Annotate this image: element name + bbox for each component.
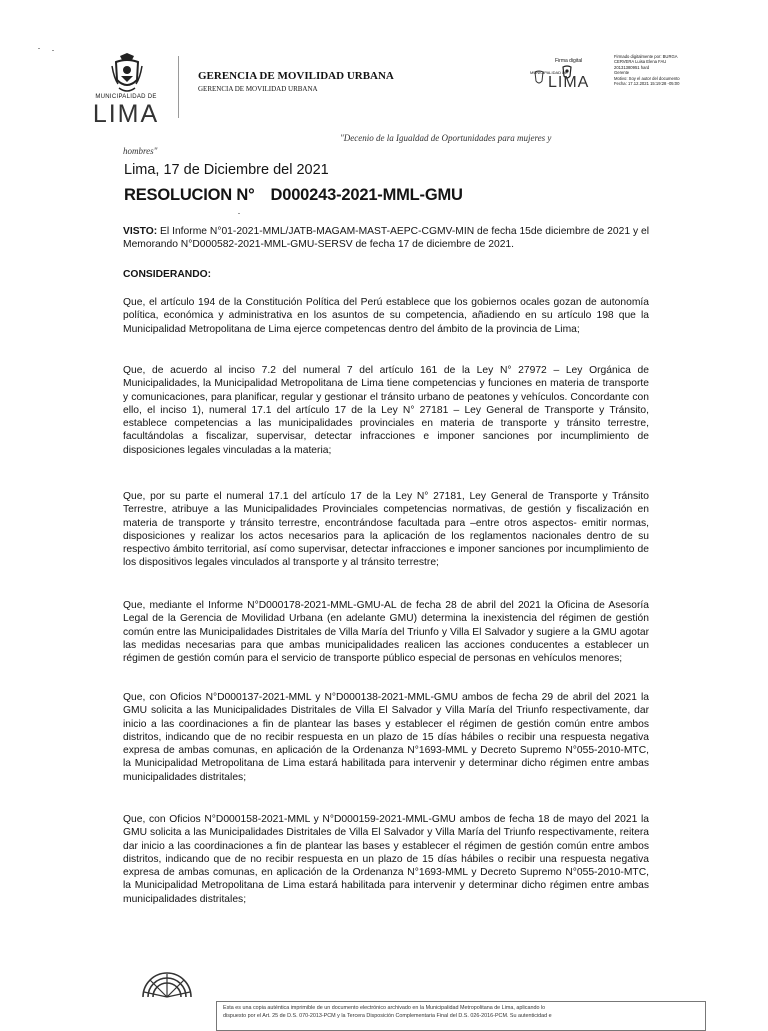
body-paragraph: Que, el artículo 194 de la Constitución Política del Perú establece que los gobiernos ocales gozan de autonomía política, económica y administrativa en los asuntos de su competencia, añadiendo en su artículo 198 que la Municipalidad Metropolitana de Lima ejerce competencas dentro del ámbito de la provincia de Lima; — [123, 297, 649, 335]
notice-line-2: dispuesto por el Art. 25 de D.S. 070-2013-PCM y la Tercera Disposición Complementaria Final del D.S. 026-2016-PCM. Su autenticidad e — [223, 1013, 552, 1019]
considerando-heading: CONSIDERANDO: — [123, 269, 212, 280]
visto-paragraph — [123, 225, 649, 252]
notice-line-1: Esta es una copia auténtica imprimible de un documento electrónico archivado en la Municipalidad Metropolitana de Lima, aplicando lo — [223, 1005, 546, 1011]
department-title: GERENCIA DE MOVILIDAD URBANA — [198, 70, 394, 82]
signature-details — [614, 54, 714, 86]
document-date: Lima, 17 de Diciembre del 2021 — [124, 162, 329, 178]
scan-speck — [238, 213, 240, 214]
logo-subtitle: MUNICIPALIDAD DE — [95, 94, 157, 100]
scan-speck — [52, 50, 54, 51]
body-paragraph: Que, con Oficios N°D000137-2021-MML y N°D000138-2021-MML-GMU ambos de fecha 29 de abril del 2021 la GMU solicita a las Municipalidades Distritales de Villa El Salvador y Villa María del Triunfo respectivamente, dar inicio a las coordinaciones a fin de plantear las bases y establecer el régimen de gestión común entre ambos distritos, indicando que de no recibir respuesta en un plazo de 15 días hábiles o recibir una respuesta negativa expresa de ambas comunas, en aplicación de la Ordenanza N°1693-MML y Decreto Supremo N°055-2010-MTC, la Municipalidad Metropolitana de Lima estará habilitada para intervenir y determinar dicho régimen entre ambas municipalidades distritales; — [123, 692, 649, 783]
body-paragraph: Que, por su parte el numeral 17.1 del artículo 17 de la Ley N° 27181, Ley General de Transporte y Tránsito Terrestre, atribuye a las Municipalidades Provinciales competencias normativas, de gestión y fiscalización en materia de transporte y tránsito terrestre, encontrándose facultada para –entre otros aspectos- emitir normas, disposiciones y realizar los actos necesarios para la aplicación de los reglamentos nacionales dentro de su respectivo ámbito territorial, así como supervisar, detectar infracciones e imponer sanciones por incumplimiento de los dispositivos legales vinculados al transporte y al tránsito terrestre; — [123, 491, 649, 569]
visto-label: VISTO: — [123, 226, 158, 237]
body-paragraph: Que, mediante el Informe N°D000178-2021-MML-GMU-AL de fecha 28 de abril del 2021 la Oficina de Asesoría Legal de la Gerencia de Movilidad Urbana (en adelante GMU) determina la inexistencia del régimen de gestión común entre las Municipalidades Distritales de Villa María del Triunfo y Villa El Salvador y sugiere a la GMU agotar las medidas necesarias para que ambas municipalidades realicen las acciones conducentes a establecer un régimen de gestión común para el servicio de transporte público especial de personas en vehículos menores; — [123, 600, 649, 665]
motto-line-2: hombres" — [123, 146, 158, 156]
motto-line-1: "Decenio de la Igualdad de Oportunidades para mujeres y — [340, 133, 552, 143]
department-subtitle: GERENCIA DE MOVILIDAD URBANA — [198, 85, 318, 93]
signature-logo-subtitle: MUNICIPALIDAD DE — [530, 70, 568, 75]
header-divider — [178, 56, 179, 118]
logo-name: LIMA — [92, 100, 160, 128]
signature-line: CERVERA Luisa Elena FAU — [614, 59, 667, 65]
body-paragraph: Que, con Oficios N°D000158-2021-MML y N°D000159-2021-MML-GMU ambos de fecha 18 de mayo del 2021 la GMU solicita a las Municipalidades Distritales de Villa El Salvador y Villa María del Triunfo respectivamente, reitera dar inicio a las coordinaciones a fin de plantear las bases y establecer el régimen de gestión común entre ambos distritos, indicando que de no recibir respuesta en un plazo de 15 días hábiles o recibir una respuesta negativa expresa de ambas comunas, en aplicación de la Ordenanza N°1693-MML y Decreto Supremo N°055-2010-MTC, la Municipalidad Metropolitana de Lima estará habilitada para intervenir y determinar dicho régimen entre ambas municipalidades distritales; — [123, 814, 649, 905]
resolution-heading — [124, 186, 463, 205]
signature-line: Fecha: 17.12.2021 15:19:28 -05:00 — [614, 81, 680, 87]
resolution-number: D000243-2021-MML-GMU — [270, 186, 463, 204]
resolution-label: RESOLUCION N° — [124, 186, 255, 204]
lima-crest-icon — [110, 52, 144, 96]
body-paragraph: Que, de acuerdo al inciso 7.2 del numeral 7 del artículo 161 de la Ley N° 27972 – Ley Orgánica de Municipalidades, la Municipalidad Metropolitana de Lima tiene competencias y funciones en materia de transporte y comunicaciones, para planificar, regular y gestionar el tránsito urbano de peatones y vehículos. Concordante con ello, el inciso 1), numeral 17.1 del artículo 17 de la Ley N° 27181 – Ley General de Transporte y Tránsito, establece competencias a las municipalidades provinciales en materia de transporte y tránsito terrestre, facultándolas a fiscalizar, supervisar, detectar infracciones e imponer sanciones por incumplimiento de disposiciones legales vinculadas a la materia; — [123, 365, 649, 456]
signature-line: 20131380951 hard — [614, 64, 650, 70]
signature-emblem-icon — [532, 70, 546, 88]
signature-logo-name: LIMA — [548, 74, 590, 91]
sunburst-logo-icon — [140, 970, 194, 1024]
signature-line: Gerente — [614, 70, 630, 76]
scan-speck — [38, 48, 40, 49]
signature-line: Motivo: Soy el autor del documento — [614, 75, 680, 81]
authenticity-notice — [216, 1001, 706, 1031]
signature-label: Firma digital — [555, 58, 583, 64]
signature-line: Firmado digitalmente por: BURGA — [614, 54, 678, 59]
visto-text: El Informe N°01-2021-MML/JATB-MAGAM-MAST-AEPC-CGMV-MIN de fecha 15de diciembre de 2021 y el Memorando N°D000582-2021-MML-GMU-SERSV de fecha 17 de diciembre de 2021. — [123, 226, 649, 251]
